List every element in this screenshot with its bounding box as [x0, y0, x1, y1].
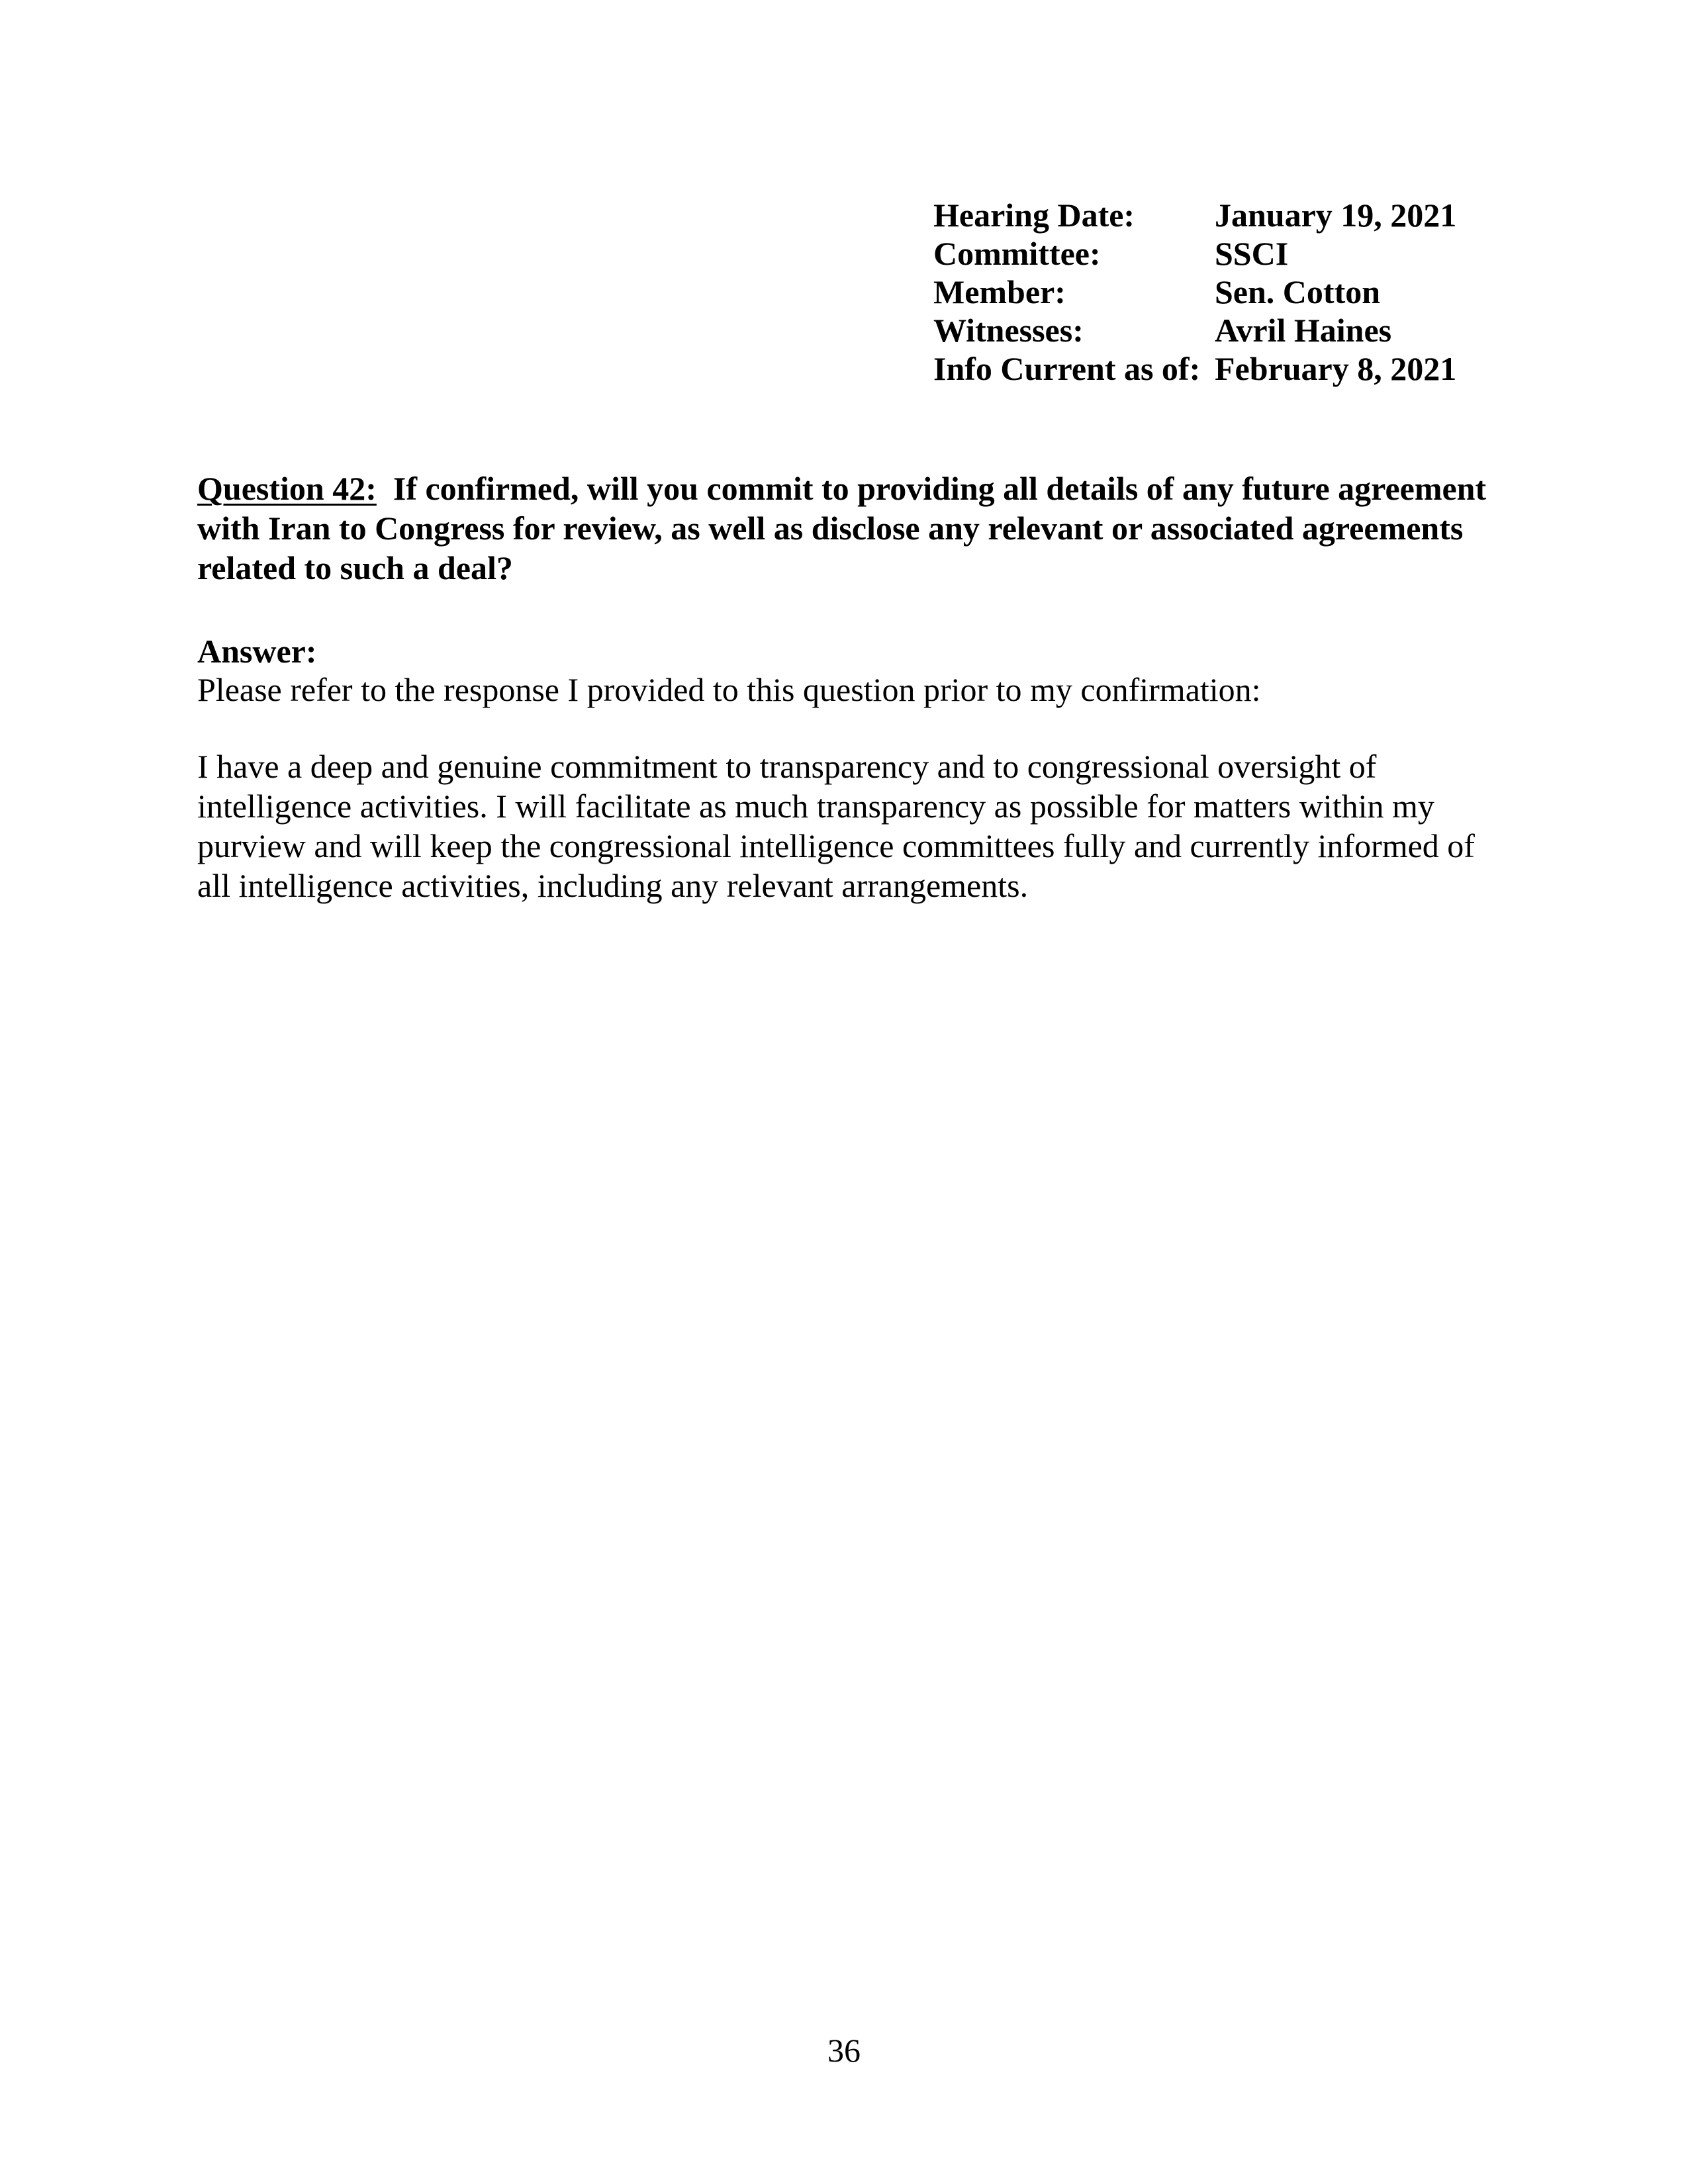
question-text: If confirmed, will you commit to providing all details of any future agreement with Iran to Congress for review, as well as disclose any relevant or associated agreements related to such a deal?: [197, 470, 1487, 586]
meta-value: February 8, 2021: [1215, 350, 1457, 387]
answer-body: I have a deep and genuine commitment to transparency and to congressional oversight of intelligence activities. I will facilitate as much transparency as possible for matters within my purview and will keep the congressional intelligence committees fully and currently informed of all intelligence activities, including any relevant arrangements.: [197, 748, 1475, 904]
meta-row-hearing-date: [933, 196, 1456, 234]
answer-heading: Answer:: [197, 633, 317, 670]
meta-value: SSCI: [1215, 235, 1289, 272]
meta-label: Hearing Date:: [933, 197, 1135, 234]
question-paragraph: [197, 469, 1495, 588]
answer-intro: Please refer to the response I provided to this question prior to my confirmation:: [197, 671, 1261, 708]
meta-row-committee: [933, 234, 1456, 273]
meta-value: Sen. Cotton: [1215, 273, 1381, 310]
meta-value: January 19, 2021: [1215, 197, 1457, 234]
meta-label: Committee:: [933, 235, 1101, 272]
meta-row-info-current: [933, 349, 1456, 388]
meta-row-member: [933, 273, 1456, 311]
meta-label: Info Current as of:: [933, 350, 1201, 387]
meta-row-witnesses: [933, 311, 1456, 349]
question-label: Question 42:: [197, 470, 377, 507]
page-number: 36: [827, 2032, 861, 2069]
meta-value: Avril Haines: [1215, 312, 1392, 349]
meta-label: Witnesses:: [933, 312, 1084, 349]
hearing-metadata: [933, 196, 1456, 388]
meta-label: Member:: [933, 273, 1066, 310]
